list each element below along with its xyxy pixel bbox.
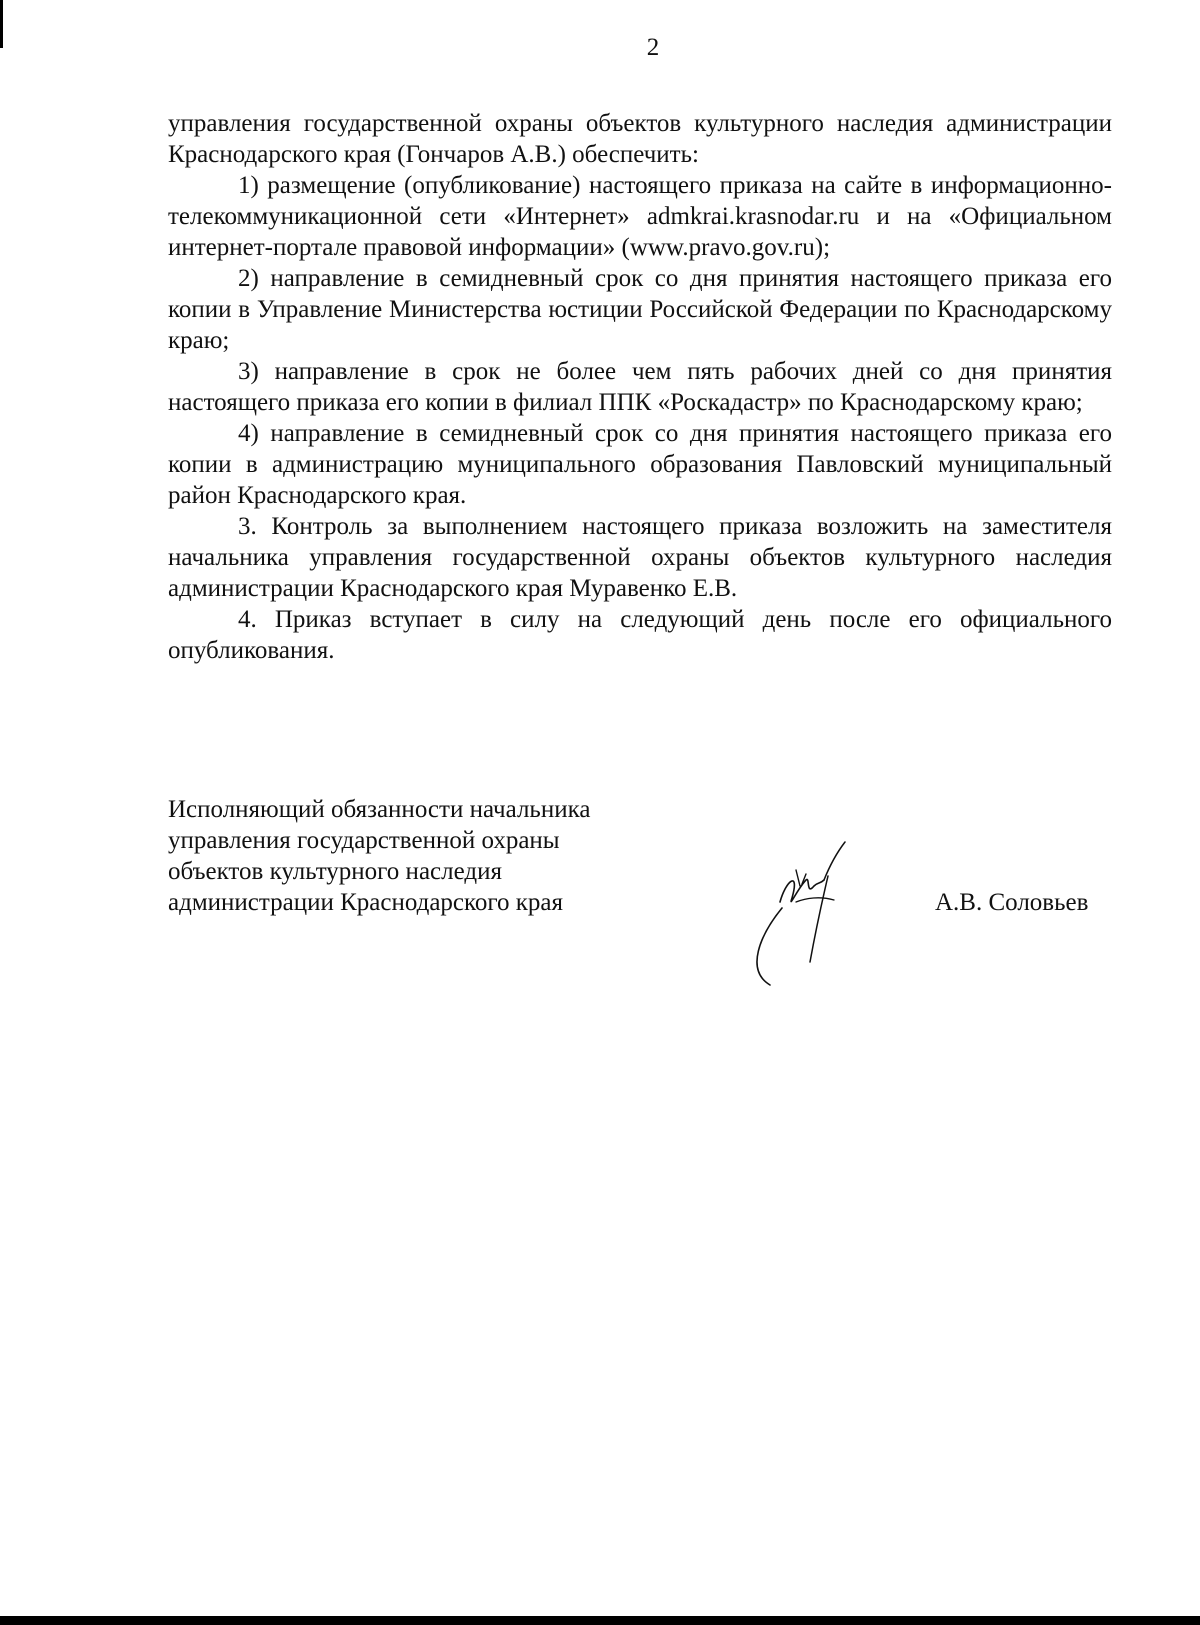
document-body: [168, 108, 1112, 666]
paragraph-control-clause: 3. Контроль за выполнением настоящего приказа возложить на заместителя начальника управления государственной охраны объектов культурного наследия администрации Краснодарского края Муравенко Е.В.: [168, 513, 1112, 602]
paragraph-effective-clause: 4. Приказ вступает в силу на следующий день после его официального опубликования.: [168, 606, 1112, 664]
paragraph-item-2: 2) направление в семидневный срок со дня принятия настоящего приказа его копии в Управление Министерства юстиции Российской Федерации по Краснодарскому краю;: [168, 265, 1112, 354]
signatory-name: А.В. Соловьев: [935, 889, 1089, 916]
signatory-position: [168, 794, 728, 918]
paragraph-item-1: 1) размещение (опубликование) настоящего приказа на сайте в информационно-телекоммуникационной сети «Интернет» admkrai.krasnodar.ru и на «Официальном интернет-портале правовой информации» (www.pravo.gov.ru);: [168, 172, 1112, 261]
handwritten-signature: [740, 840, 860, 990]
position-line: объектов культурного наследия: [168, 858, 502, 885]
paragraph-item-4: 4) направление в семидневный срок со дня принятия настоящего приказа его копии в администрацию муниципального образования Павловский муниципальный район Краснодарского края.: [168, 420, 1112, 509]
position-line: Исполняющий обязанности начальника: [168, 796, 591, 823]
paragraph-item-3: 3) направление в срок не более чем пять рабочих дней со дня принятия настоящего приказа его копии в филиал ППК «Роскадастр» по Краснодарскому краю;: [168, 358, 1112, 416]
position-line: управления государственной охраны: [168, 827, 560, 854]
scan-edge-bottom: [0, 1616, 1200, 1625]
paragraph-continuation: управления государственной охраны объектов культурного наследия администрации Краснодарского края (Гончаров А.В.) обеспечить:: [168, 110, 1112, 168]
page-number: 2: [646, 34, 660, 61]
position-line: администрации Краснодарского края: [168, 889, 564, 916]
